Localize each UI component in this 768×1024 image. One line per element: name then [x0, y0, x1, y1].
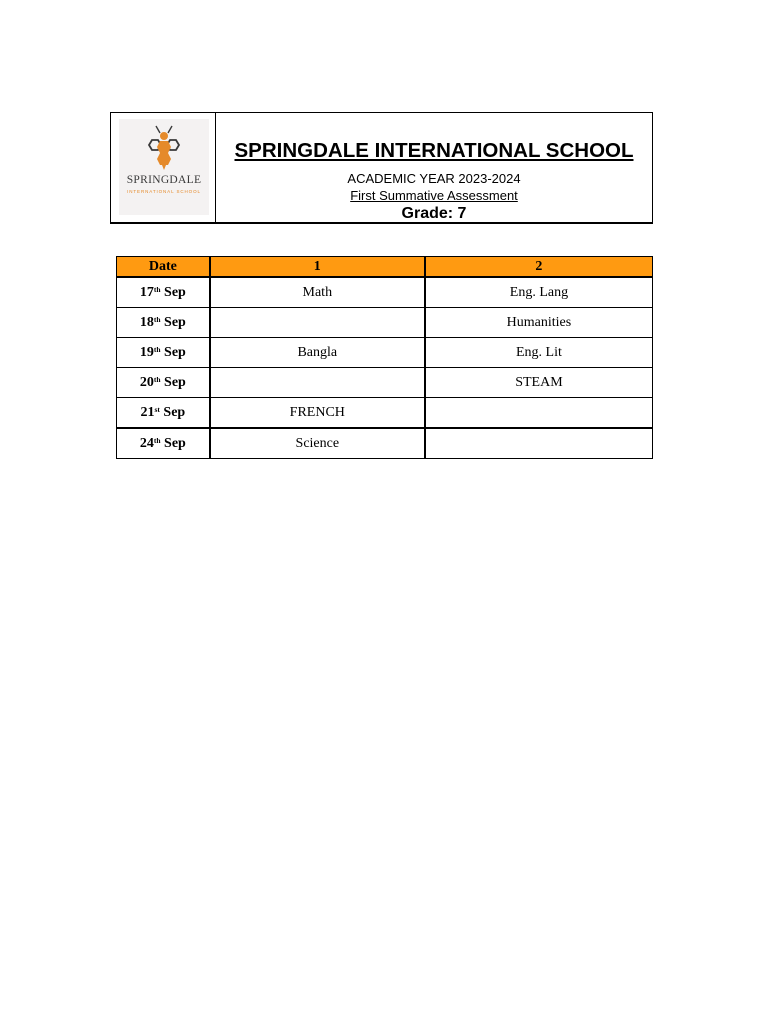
- table-row: [117, 338, 653, 368]
- table-row: [117, 308, 653, 338]
- subject-cell-1: Science: [210, 428, 425, 459]
- subject-cell-2: Eng. Lang: [425, 277, 653, 308]
- date-cell: 17th Sep: [117, 277, 210, 308]
- school-name: SPRINGDALE INTERNATIONAL SCHOOL: [234, 139, 634, 162]
- subject-cell-2: [425, 428, 653, 459]
- subject-cell-2: STEAM: [425, 368, 653, 398]
- logo-wordmark: SPRINGDALE: [126, 174, 202, 186]
- table-row: [117, 398, 653, 429]
- date-cell: 19th Sep: [117, 338, 210, 368]
- grade-label: Grade: 7: [401, 205, 467, 222]
- assessment-title: First Summative Assessment: [350, 188, 518, 203]
- logo-subtitle: INTERNATIONAL SCHOOL: [127, 189, 201, 194]
- subject-cell-1: FRENCH: [210, 398, 425, 429]
- column-header-date: Date: [117, 257, 210, 278]
- subject-cell-1: [210, 308, 425, 338]
- subject-cell-2: [425, 398, 653, 429]
- subject-cell-1: Math: [210, 277, 425, 308]
- subject-cell-1: [210, 368, 425, 398]
- title-cell: [216, 113, 652, 222]
- logo-cell: [111, 113, 216, 222]
- date-cell: 21st Sep: [117, 398, 210, 429]
- column-header-1: 1: [210, 257, 425, 278]
- bee-logo-icon: [147, 125, 181, 171]
- date-cell: 20th Sep: [117, 368, 210, 398]
- subject-cell-1: Bangla: [210, 338, 425, 368]
- subject-cell-2: Humanities: [425, 308, 653, 338]
- header-box: [110, 112, 653, 224]
- table-row: [117, 428, 653, 459]
- date-cell: 18th Sep: [117, 308, 210, 338]
- academic-year: ACADEMIC YEAR 2023-2024: [347, 171, 521, 186]
- table-row: [117, 277, 653, 308]
- table-header-row: [117, 257, 653, 278]
- date-cell: 24th Sep: [117, 428, 210, 459]
- exam-schedule-table: [116, 256, 653, 459]
- column-header-2: 2: [425, 257, 653, 278]
- table-row: [117, 368, 653, 398]
- subject-cell-2: Eng. Lit: [425, 338, 653, 368]
